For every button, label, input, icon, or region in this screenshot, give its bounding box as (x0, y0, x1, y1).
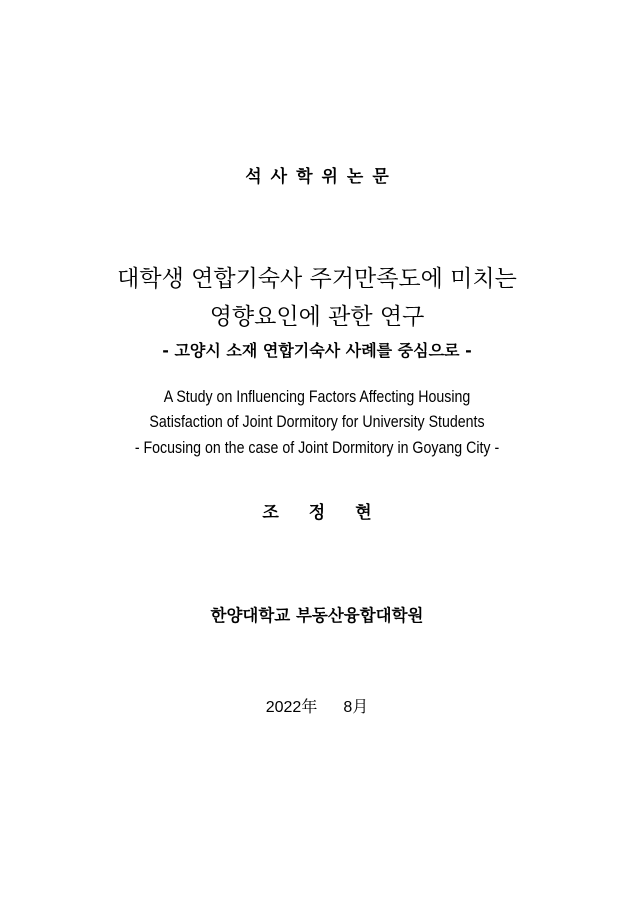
korean-title-line-1: 대학생 연합기숙사 주거만족도에 미치는 (117, 266, 517, 292)
author-name: 조정현 (262, 503, 402, 523)
korean-subtitle: - 고양시 소재 연합기숙사 사례를 중심으로 - (162, 341, 472, 360)
korean-title-line-2: 영향요인에 관한 연구 (209, 304, 425, 330)
english-subtitle: - Focusing on the case of Joint Dormitory in Goyang City - (134, 439, 500, 457)
degree-type: 석사학위논문 (245, 167, 398, 187)
english-title-line-2: Satisfaction of Joint Dormitory for University Students (149, 413, 485, 431)
date-year: 2022年 (265, 699, 318, 716)
submission-date (0, 694, 634, 717)
graduate-school: 한양대학교 부동산융합대학원 (210, 606, 424, 625)
english-title-line-1: A Study on Influencing Factors Affecting Housing (163, 388, 471, 406)
date-month: 8月 (343, 699, 369, 716)
